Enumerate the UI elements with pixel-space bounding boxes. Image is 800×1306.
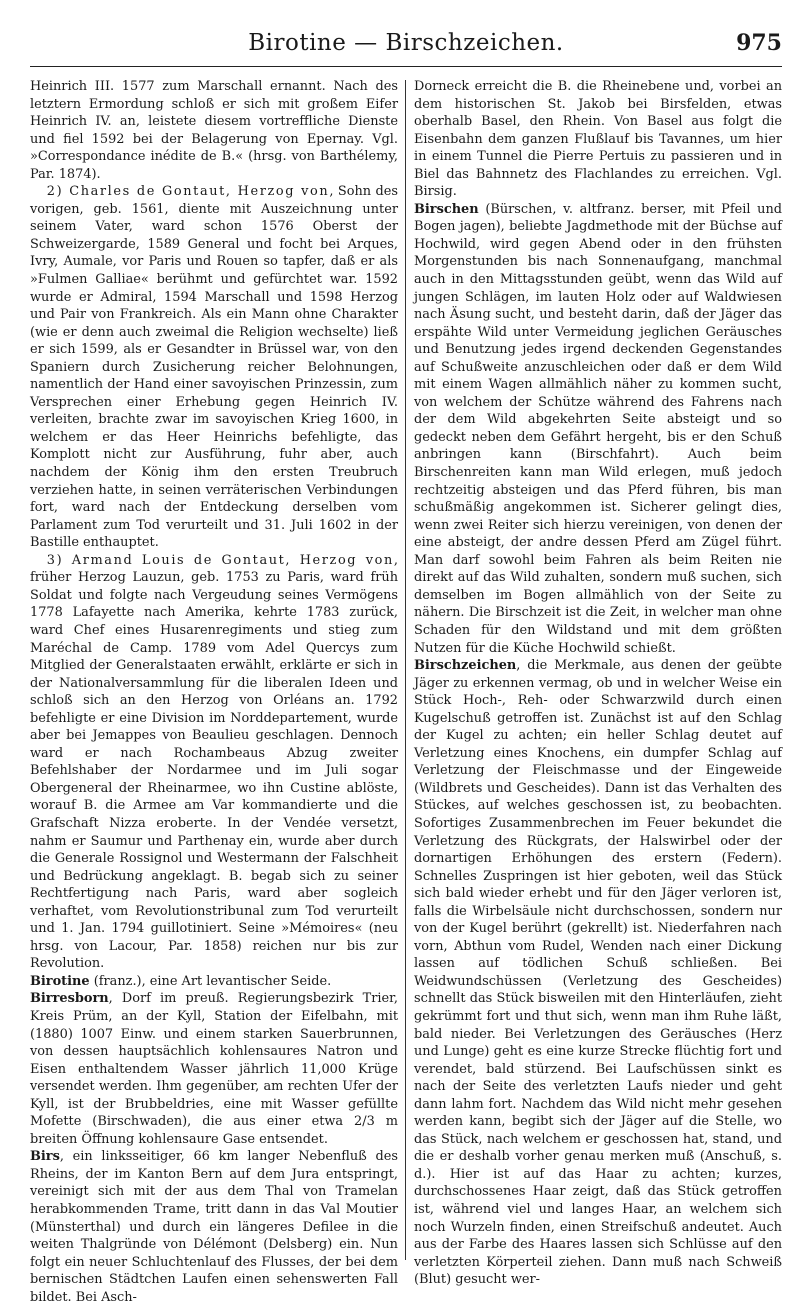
- subsection-lead: 2) Charles de Gontaut, Herzog von: [46, 184, 330, 200]
- running-header: [30, 26, 782, 67]
- entry-text: (Bürschen, v. altfranz. berser, mit Pfeil und Bogen jagen), beliebte Jagdmethode mit der Büchse auf Hochwild, wird gegen Abend oder in den frühsten Morgenstunden bis nach Sonnenaufgang, manchmal auch in den Mittagsstunden geübt, wenn das Wild auf jungen Schlägen, im lauten Holz oder auf Waldwiesen nach Äsung sucht, und besteht darin, daß der Jäger das erspähte Wild unter Vermeidung jeglichen Geräusches und Benutzung jedes irgend deckenden Gegenstandes auf Schußweite anzuschleichen oder daß er dem Wild mit einem Wagen allmählich näher zu kommen sucht, von welchem der Schütze während des Fahrens nach der dem Wild abgekehrten Seite absteigt und so gedeckt neben dem Gefährt hergeht, bis er den Schuß anbringen kann (Birschfahrt). Auch beim Birschenreiten kann man Wild erlegen, muß jedoch rechtzeitig absteigen und das Pferd führen, bis man schußmäßig angekommen ist. Sicherer gelingt dies, wenn zwei Reiter sich hierzu vereinigen, von denen der eine absteigt, der andre dessen Pferd am Zügel führt. Man darf sowohl beim Fahren als beim Reiten nie direkt auf das Wild zuhalten, sondern muß suchen, sich demselben im Bogen allmählich von der Seite zu nähern. Die Birschzeit ist die Zeit, in welcher man ohne Schaden für den Wildstand und mit dem größten Nutzen für die Küche Hochwild schießt.: [414, 201, 782, 656]
- column-divider: [405, 80, 406, 1260]
- headword: Birschzeichen: [414, 658, 517, 674]
- entry-subsection-armand: [30, 552, 398, 973]
- headword: Birotine: [30, 973, 90, 989]
- subsection-text: , früher Herzog Lauzun, geb. 1753 zu Paris, ward früh Soldat und folgte nach Vergeudung seines Vermögens 1778 Lafayette nach Amerika, kehrte 1783 zurück, ward Chef eines Husarenregiments und stieg zum Maréchal de Camp. 1789 vom Adel Quercys zum Mitglied der Generalstaaten erwählt, erklärte er sich in der Nationalversammlung für die liberalen Ideen und schloß sich an den Herzog von Orléans an. 1792 befehligte er eine Division im Norddepartement, wurde aber bei Jemappes von Beaulieu geschlagen. Dennoch ward er nach Rochambeaus Abzug zweiter Befehlshaber der Nordarmee und im Juli sogar Obergeneral der Rheinarmee, wo ihn Custine ablöste, worauf B. die Armee am Var kommandierte und die Grafschaft Nizza eroberte. In der Vendée versetzt, nahm er Saumur und Parthenay ein, wurde aber durch die Generale Rossignol und Westermann der Falschheit und Bedrückung angeklagt. B. begab sich zu seiner Rechtfertigung nach Paris, ward aber sogleich verhaftet, vom Revolutionstribunal zum Tod verurteilt und 1. Jan. 1794 guillotiniert. Seine »Mémoires« (neu hrsg. von Lacour, Par. 1858) reichen nur bis zur Revolution.: [30, 552, 398, 972]
- entry-birotine: [30, 973, 398, 991]
- entry-text: , Dorf im preuß. Regierungsbezirk Trier, Kreis Prüm, an der Kyll, Station der Eifelbahn, mit (1880) 1007 Einw. und einem starken Sauerbrunnen, von dessen hauptsächlich kohlensaures Natron und Eisen enthaltendem Wasser jährlich 11,000 Krüge versendet werden. Ihm gegenüber, am rechten Ufer der Kyll, ist der Brubbeldries, eine mit Wasser gefüllte Mofette (Birschwaden), die aus einer etwa 2/3 m breiten Öffnung kohlensaure Gase entsendet.: [30, 991, 398, 1147]
- page-title: Birotine — Birschzeichen.: [248, 30, 564, 56]
- entry-birresborn: [30, 990, 398, 1148]
- entry-text: , ein linksseitiger, 66 km langer Nebenfluß des Rheins, der im Kanton Bern auf dem Jura entspringt, vereinigt sich mit der aus dem Thal von Tramelan herabkommenden Trame, tritt dann in das Val Moutier (Münsterthal) und durch ein längeres Defilee in die weiten Thalgründe von Délémont (Delsberg) ein. Nun folgt ein neuer Schluchtenlauf des Flusses, der bei dem bernischen Städtchen Laufen einen sehenswerten Fall bildet. Bei Asch-: [30, 1149, 398, 1305]
- right-column: [414, 78, 782, 1288]
- entry-birschzeichen: [414, 657, 782, 1289]
- subsection-text: , Sohn des vorigen, geb. 1561, diente mit Auszeichnung unter seinem Vater, ward schon 1576 Oberst der Schweizergarde, 1589 General und focht bei Arques, Ivry, Aumale, vor Paris und Rouen so tapfer, daß er als »Fulmen Galliae« berühmt und gefürchtet war. 1592 wurde er Admiral, 1594 Marschall und 1598 Herzog und Pair von Frankreich. Als ein Mann ohne Charakter (wie er denn auch zweimal die Religion wechselte) ließ er sich 1599, als er Gesandter in Brüssel war, von den Spaniern durch Zusicherung reicher Belohnungen, namentlich der Hand einer savoyischen Prinzessin, zum Versprechen einer Erhebung gegen Heinrich IV. verleiten, brachte zwar im savoyischen Krieg 1600, in welchem er das Heer Heinrichs befehligte, das Komplott nicht zur Ausführung, fuhr aber, auch nachdem der König ihm den ersten Treubruch verziehen hatte, in seinen verräterischen Verbindungen fort, ward nach der Entdeckung derselben vom Parlament zum Tod verurteilt und 31. Juli 1602 in der Bastille enthauptet.: [30, 184, 399, 551]
- entry-continuation-paragraph: Dorneck erreicht die B. die Rheinebene und, vorbei an dem historischen St. Jakob bei Birsfelden, etwas oberhalb Basel, den Rhein. Von Basel aus folgt die Eisenbahn dem ganzen Flußlauf bis Tavannes, um hier in einem Tunnel die Pierre Pertuis zu passieren und in Biel das Bahnnetz des Flachlandes zu erreichen. Vgl. Birsig.: [414, 79, 782, 200]
- entry-birschen: [414, 201, 782, 657]
- entry-text: , die Merkmale, aus denen der geübte Jäger zu erkennen vermag, ob und in welcher Weise ein Stück Hoch-, Reh- oder Schwarzwild durch einen Kugelschuß getroffen ist. Zunächst ist auf den Schlag der Kugel zu achten; ein heller Schlag deutet auf Verletzung eines Knochens, ein dumpfer Schlag auf Verletzung der Fleischmasse und der Eingeweide (Wildbrets und Gescheides). Dann ist das Verhalten des Stückes, auf welches geschossen ist, zu beobachten. Sofortiges Zusammenbrechen im Feuer bekundet die Verletzung des Rückgrats, der Halswirbel oder der dornartigen Erhöhungen des erstern (Federn). Schnelles Zuspringen ist hier geboten, weil das Stück sich bald wieder erhebt und für den Jäger verloren ist, falls die Wirbelsäule nicht durchschossen, sondern nur von der Kugel berührt (gekrellt) ist. Niederfahren nach vorn, Abthun vom Rudel, Wenden nach einer Dickung lassen auf tödlichen Schuß schließen. Bei Weidwundschüssen (Verletzung des Gescheides) schnellt das Stück bisweilen mit den Hinterläufen, zieht gekrümmt fort und thut sich, wenn man ihm Ruhe läßt, bald nieder. Bei Verletzungen des Geräusches (Herz und Lunge) geht es eine kurze Strecke flüchtig fort und verendet, bald stürzend. Bei Laufschüssen sinkt es nach der Seite des verletzten Laufs nieder und geht dann lahm fort. Nachdem das Wild nicht mehr gesehen werden kann, begibt sich der Jäger auf die Stelle, wo das Stück, nach welchem er geschossen hat, stand, und die er deshalb vorher genau merken muß (Anschuß, s. d.). Hier ist auf das Haar zu achten; kurzes, durchschossenes Haar zeigt, daß das Stück getroffen ist, während viel und langes Haar, an welchem sich noch Wurzeln finden, einen Streifschuß andeutet. Auch aus der Farbe des Haares lassen sich Schlüsse auf den verletzten Körperteil ziehen. Dann muß nach Schweiß (Blut) gesucht wer-: [414, 658, 782, 1288]
- page-number: 975: [736, 30, 782, 56]
- entry-text: (franz.), eine Art levantischer Seide.: [89, 973, 332, 989]
- headword: Birschen: [414, 201, 479, 217]
- entry-birs: [30, 1148, 398, 1306]
- left-column: [30, 78, 399, 1305]
- entry-continuation-paragraph: Heinrich III. 1577 zum Marschall ernannt. Nach des letztern Ermordung schloß er sich mit großem Eifer Heinrich IV. an, leistete diesem vortreffliche Dienste und fiel 1592 bei der Belagerung von Epernay. Vgl. »Correspondance inédite de B.« (hrsg. von Barthélemy, Par. 1874).: [30, 79, 398, 182]
- headword: Birs: [30, 1149, 60, 1165]
- subsection-lead: 3) Armand Louis de Gontaut, Herzog von: [46, 552, 394, 568]
- entry-subsection-charles: [30, 183, 398, 551]
- headword: Birresborn: [30, 991, 109, 1007]
